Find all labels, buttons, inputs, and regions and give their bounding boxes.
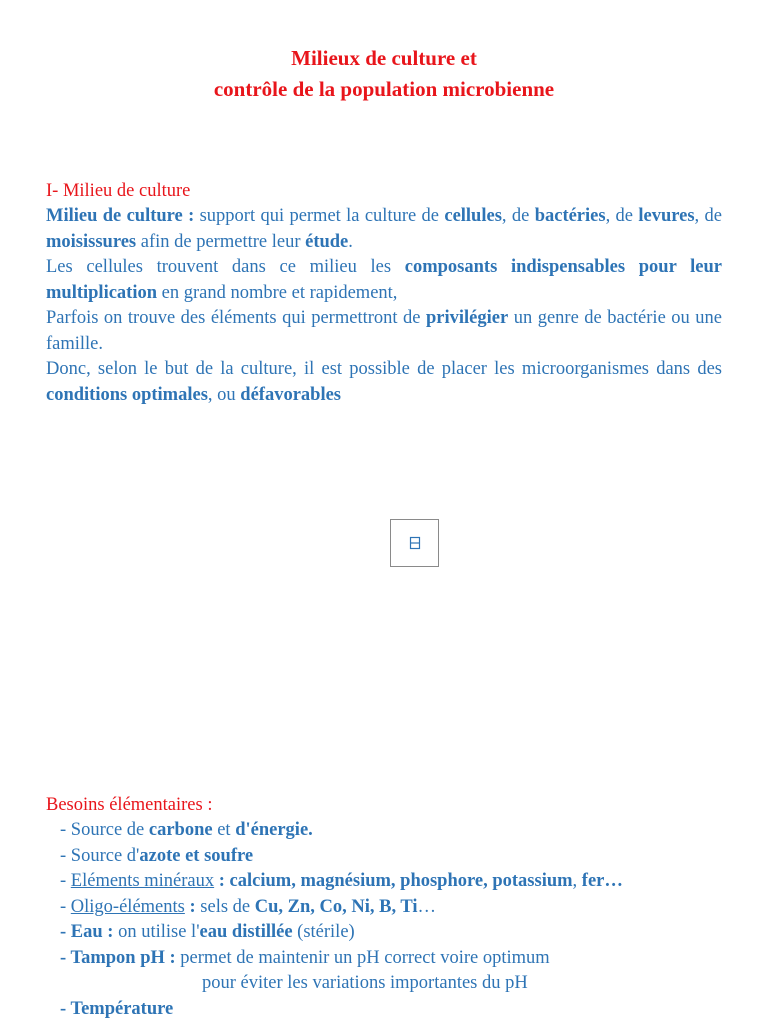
underlined-term: Oligo-éléments [70,896,185,917]
text-run: en grand nombre et rapidement, [157,282,398,303]
paragraph-definition [46,204,722,255]
text-run: - Source d' [60,845,140,866]
keyword: d'énergie. [235,820,313,840]
paragraph-privilegier [46,306,722,357]
keyword: carbone [148,820,213,840]
keyword: - Tampon pH : [60,947,176,968]
text-run: support qui permet la culture de [194,206,445,226]
list-item-tampon-ph-continued: pour éviter les variations importantes du pH [202,973,528,993]
keyword: composants indispensables pour leur multiplication [46,257,722,303]
keyword: azote et soufre [139,845,254,866]
text-run: permet de maintenir un pH correct voire optimum [175,947,550,968]
text-run: , de [605,206,639,226]
list-item-azote [60,844,760,870]
list-item-eau [60,920,760,946]
keyword: fer… [581,871,623,891]
list-item-tampon-ph [60,946,760,972]
text-run: et [212,820,236,840]
document-title-line-2: contrôle de la population microbienne [213,77,555,101]
keyword: levures [638,206,695,226]
list-item-oligo [60,895,760,921]
section-heading-milieu-de-culture: I- Milieu de culture [46,181,191,201]
text-run: (stérile) [292,922,355,942]
underlined-term: Eléments minéraux [70,871,215,891]
text-run: - [60,871,71,891]
text-run: - Source de [60,820,149,840]
keyword: eau distillée [199,922,293,942]
text-run: Parfois on trouve des éléments qui permettront de [46,308,426,328]
keyword: étude [305,231,349,252]
list-item-mineraux [60,869,760,895]
broken-image-icon [409,536,421,550]
section-body [46,204,722,408]
keyword: défavorables [240,384,341,405]
keyword: - Eau : [60,922,114,942]
list-item-carbone [60,818,760,844]
broken-image-placeholder [390,519,439,567]
text-run: on utilise l' [113,922,200,942]
keyword: privilégier [426,308,509,328]
text-run: - [60,896,71,917]
text-run: sels de [195,896,255,917]
term-milieu-de-culture: Milieu de culture : [46,206,195,226]
text-run: , de [501,206,535,226]
text-run: , [572,871,582,891]
text-run: Les cellules trouvent dans ce milieu les [46,257,405,277]
keyword: Cu, Zn, Co, Ni, B, Ti [254,896,418,917]
keyword: cellules [444,206,502,226]
paragraph-conditions [46,357,722,408]
besoins-list [60,818,760,1022]
text-run: afin de permettre leur [136,231,306,252]
text-run: Donc, selon le but de la culture, il est possible de placer les microorganismes dans des [46,359,722,379]
keyword: bactéries [534,206,606,226]
keyword: : [184,896,196,917]
text-run: , ou [207,384,241,405]
keyword: - Température [60,998,174,1019]
text-run: . [348,231,353,252]
keyword: moisissures [46,231,137,252]
keyword: : calcium, magnésium, phosphore, potassium [214,871,573,891]
list-item-temperature [60,997,760,1023]
text-run: un genre de bactérie ou une famille. [46,308,722,354]
document-title-line-1: Milieux de culture et [291,46,477,70]
keyword: conditions optimales [46,384,208,405]
text-run: … [417,896,437,917]
text-run: , de [694,206,722,226]
besoins-heading: Besoins élémentaires : [46,795,213,815]
paragraph-composants [46,255,722,306]
